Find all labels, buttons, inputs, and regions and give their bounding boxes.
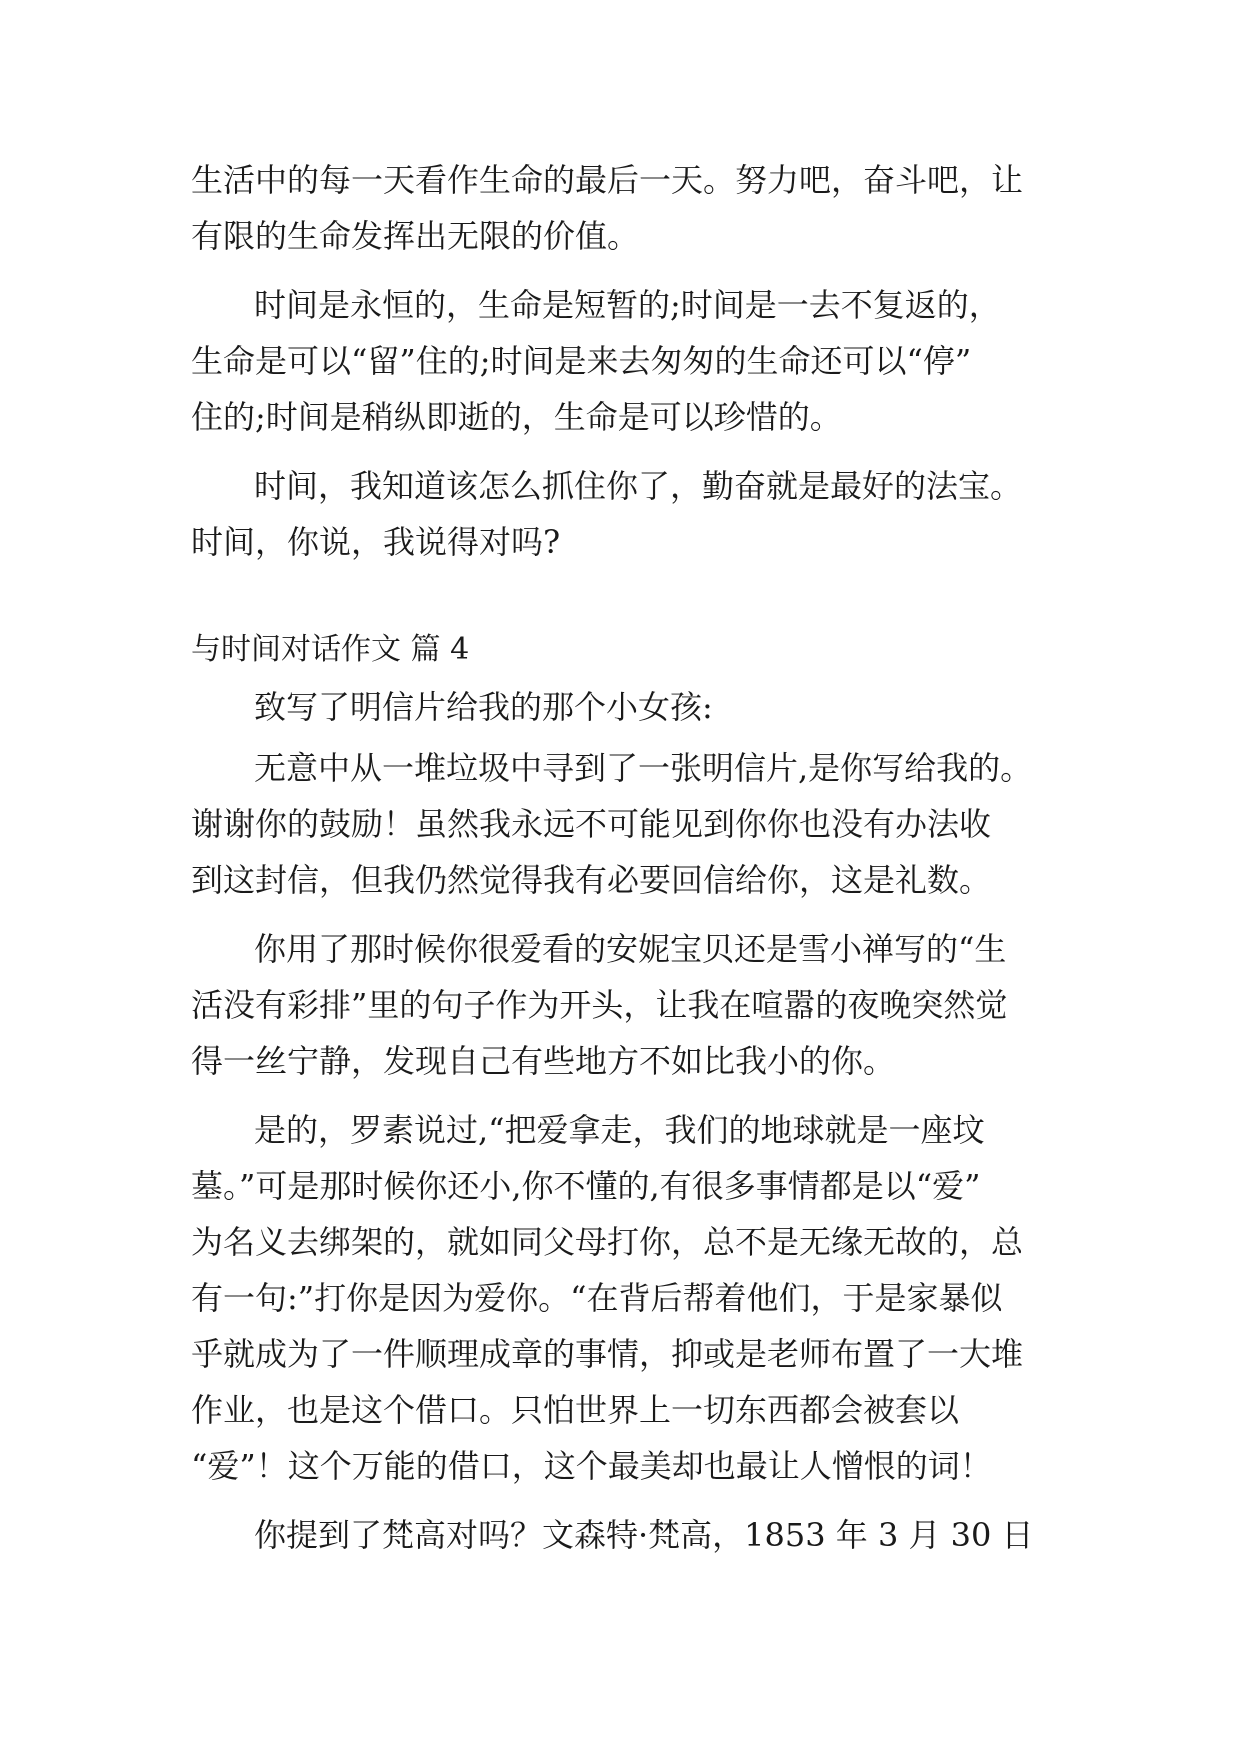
text-line: 到这封信，但我仍然觉得我有必要回信给你，这是礼数。	[191, 861, 992, 899]
text-line: “爱”！这个万能的借口，这个最美却也最让人憎恨的词！	[191, 1447, 992, 1485]
text-line: 你用了那时候你很爱看的安妮宝贝还是雪小禅写的“生	[254, 930, 1007, 968]
text-line: 无意中从一堆垃圾中寻到了一张明信片,是你写给我的。	[254, 749, 1033, 787]
text-line: 时间，你说，我说得对吗?	[191, 523, 561, 561]
text-line: 时间，我知道该怎么抓住你了，勤奋就是最好的法宝。	[254, 467, 1023, 505]
text-line: 墓。”可是那时候你还小,你不懂的,有很多事情都是以“爱”	[191, 1167, 981, 1205]
text-line: 谢谢你的鼓励！虽然我永远不可能见到你你也没有办法收	[191, 805, 992, 843]
text-line: 活没有彩排”里的句子作为开头，让我在喧嚣的夜晚突然觉	[191, 986, 1008, 1024]
text-line: 有限的生命发挥出无限的价值。	[191, 217, 640, 255]
text-line: 为名义去绑架的，就如同父母打你，总不是无缘无故的，总	[191, 1223, 1024, 1261]
text-line: 得一丝宁静，发现自己有些地方不如比我小的你。	[191, 1042, 896, 1080]
section-heading: 与时间对话作文 篇 4	[191, 632, 470, 667]
text-line: 生活中的每一天看作生命的最后一天。努力吧，奋斗吧，让	[191, 161, 1024, 199]
text-line: 是的，罗素说过,“把爱拿走，我们的地球就是一座坟	[254, 1111, 985, 1149]
text-line: 生命是可以“留”住的;时间是来去匆匆的生命还可以“停”	[191, 342, 972, 380]
text-line: 乎就成为了一件顺理成章的事情，抑或是老师布置了一大堆	[191, 1335, 1024, 1373]
text-line: 时间是永恒的，生命是短暂的;时间是一去不复返的，	[254, 286, 1001, 324]
text-line: 你提到了梵高对吗？文森特·梵高，1853 年 3 月 30 日	[254, 1516, 1034, 1554]
text-line: 致写了明信片给我的那个小女孩:	[254, 688, 713, 726]
text-line: 住的;时间是稍纵即逝的，生命是可以珍惜的。	[191, 398, 842, 436]
text-line: 作业，也是这个借口。只怕世界上一切东西都会被套以	[191, 1391, 960, 1429]
text-line: 有一句:”打你是因为爱你。“在背后帮着他们，于是家暴似	[191, 1279, 1003, 1317]
